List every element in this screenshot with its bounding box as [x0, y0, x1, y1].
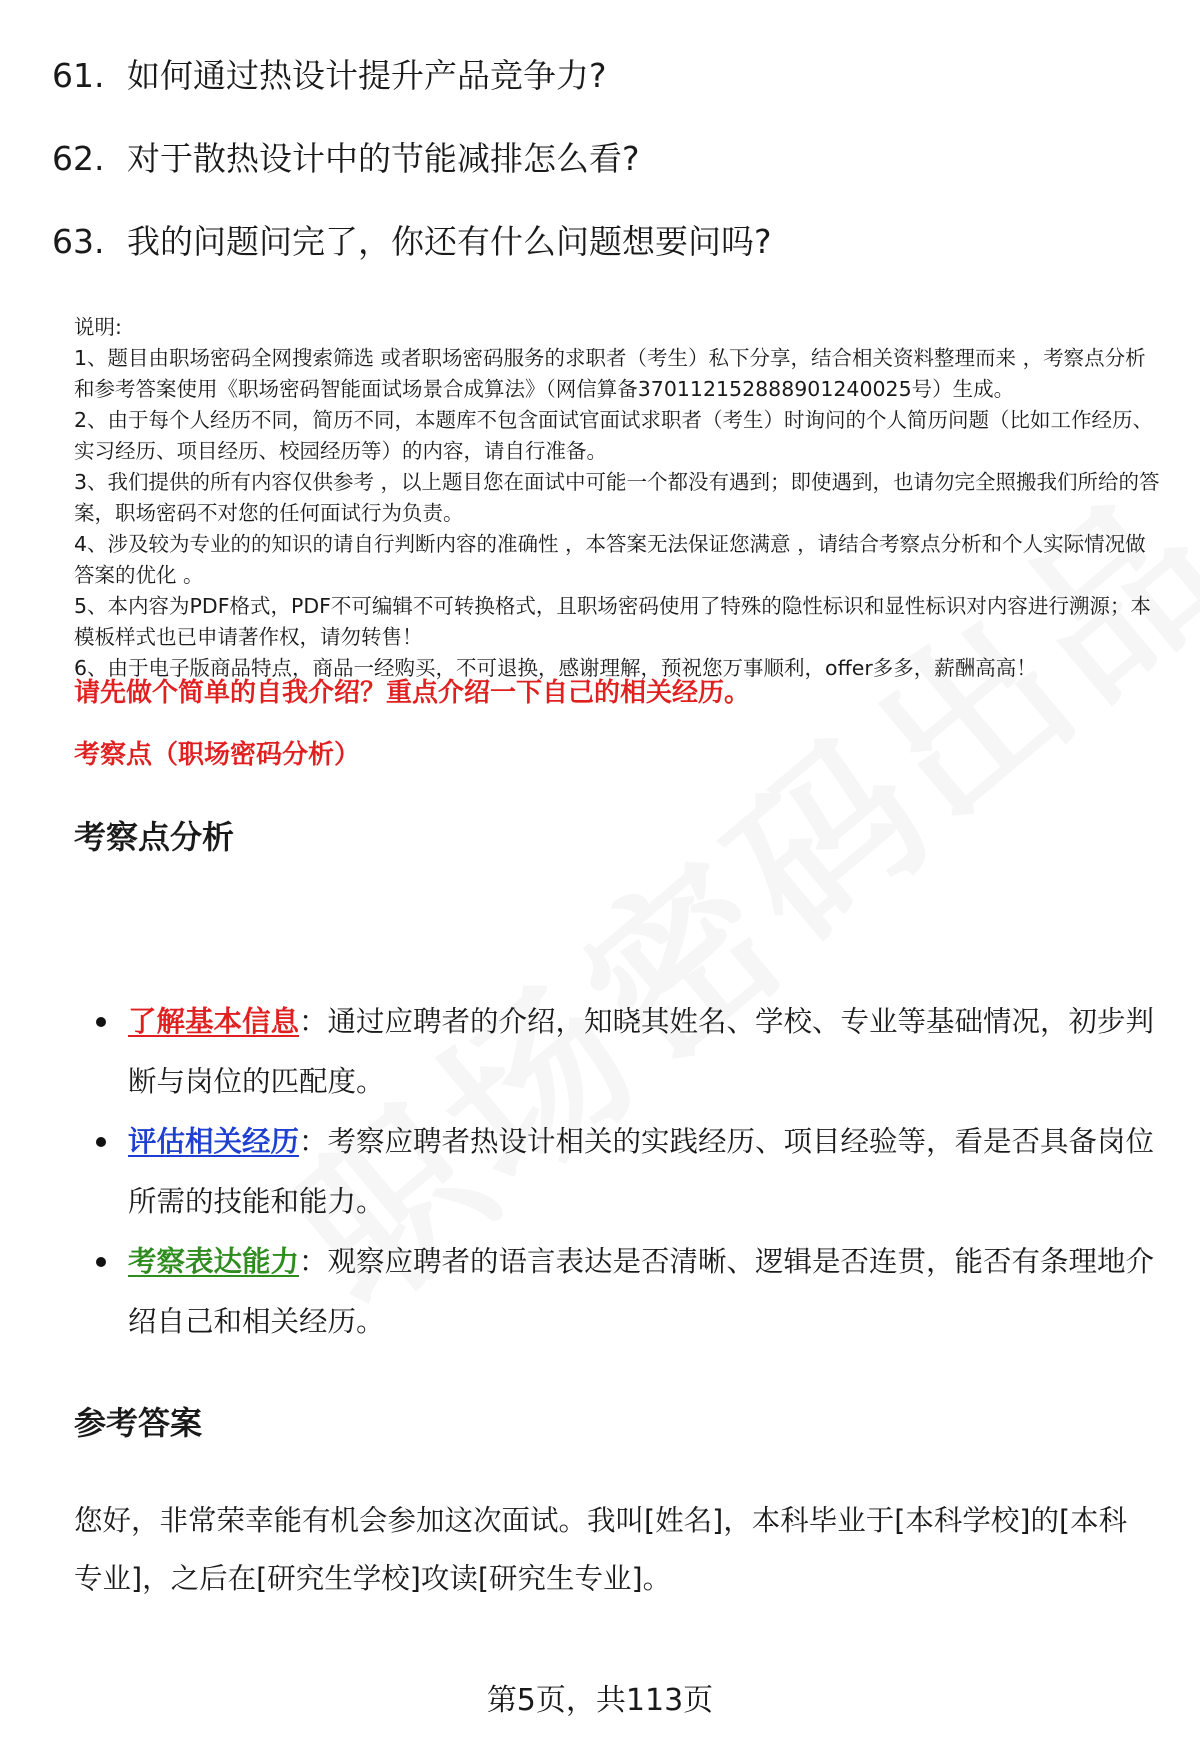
analysis-bullet: [96, 1232, 1156, 1352]
question-item: [52, 56, 1152, 96]
question-item: [52, 139, 1152, 179]
note-item: 6、由于电子版商品特点，商品一经购买，不可退换，感谢理解，预祝您万事顺利，offer多多，薪酬高高！: [74, 656, 1037, 680]
question-number: 62.: [52, 139, 105, 178]
question-text: 如何通过热设计提升产品竞争力?: [127, 56, 607, 95]
analysis-bullet: [96, 1112, 1156, 1232]
keyword-basic-info: 了解基本信息: [128, 1005, 300, 1038]
note-item: 5、本内容为PDF格式，PDF不可编辑不可转换格式，且职场密码使用了特殊的隐性标识和显性标识对内容进行溯源；本模板样式也已申请著作权，请勿转售！: [74, 594, 1151, 649]
question-number: 63.: [52, 222, 105, 261]
analysis-bullet: [96, 992, 1156, 1112]
keyword-expression: 考察表达能力: [128, 1245, 300, 1278]
analysis-heading: 考察点分析: [74, 818, 235, 856]
bullet-text: ：考察应聘者热设计相关的实践经历、项目经验等，看是否具备岗位所需的技能和能力。: [128, 1125, 1155, 1218]
exam-point-title: 考察点（职场密码分析）: [74, 740, 361, 770]
question-number: 61.: [52, 56, 105, 95]
keyword-experience: 评估相关经历: [128, 1125, 300, 1158]
question-text: 我的问题问完了，你还有什么问题想要问吗?: [127, 222, 772, 261]
note-item: 1、题目由职场密码全网搜索筛选 或者职场密码服务的求职者（考生）私下分享，结合相关资料整理而来 ，考察点分析和参考答案使用《职场密码智能面试场景合成算法》（网信算备370112152888901240025号）生成。: [74, 346, 1146, 401]
note-item: 3、我们提供的所有内容仅供参考 ，以上题目您在面试中可能一个都没有遇到；即使遇到，也请勿完全照搬我们所给的答案，职场密码不对您的任何面试行为负责。: [74, 470, 1160, 525]
note-item: 2、由于每个人经历不同，简历不同，本题库不包含面试官面试求职者（考生）时询问的个人简历问题（比如工作经历、实习经历、项目经历、校园经历等）的内容，请自行准备。: [74, 408, 1154, 463]
bullet-text: ：通过应聘者的介绍，知晓其姓名、学校、专业等基础情况，初步判断与岗位的匹配度。: [128, 1005, 1155, 1098]
bullet-text: ：观察应聘者的语言表达是否清晰、逻辑是否连贯，能否有条理地介绍自己和相关经历。: [128, 1245, 1155, 1338]
reference-heading: 参考答案: [74, 1404, 203, 1442]
question-item: [52, 222, 1152, 262]
analysis-list: [96, 992, 1156, 1352]
reference-answer: 您好，非常荣幸能有机会参加这次面试。我叫[姓名]，本科毕业于[本科学校]的[本科专业]，之后在[研究生学校]攻读[研究生专业]。: [74, 1504, 1128, 1595]
question-text: 对于散热设计中的节能减排怎么看?: [127, 139, 640, 178]
notes-heading: 说明:: [74, 315, 122, 339]
note-item: 4、涉及较为专业的的知识的请自行判断内容的准确性 ，本答案无法保证您满意 ，请结合考察点分析和个人实际情况做答案的优化 。: [74, 532, 1146, 587]
question-list: [52, 56, 1152, 305]
main-question: 请先做个简单的自我介绍？重点介绍一下自己的相关经历。: [74, 678, 751, 708]
page-footer: 第5页，共113页: [486, 1683, 714, 1718]
notes-block: [74, 312, 1164, 684]
